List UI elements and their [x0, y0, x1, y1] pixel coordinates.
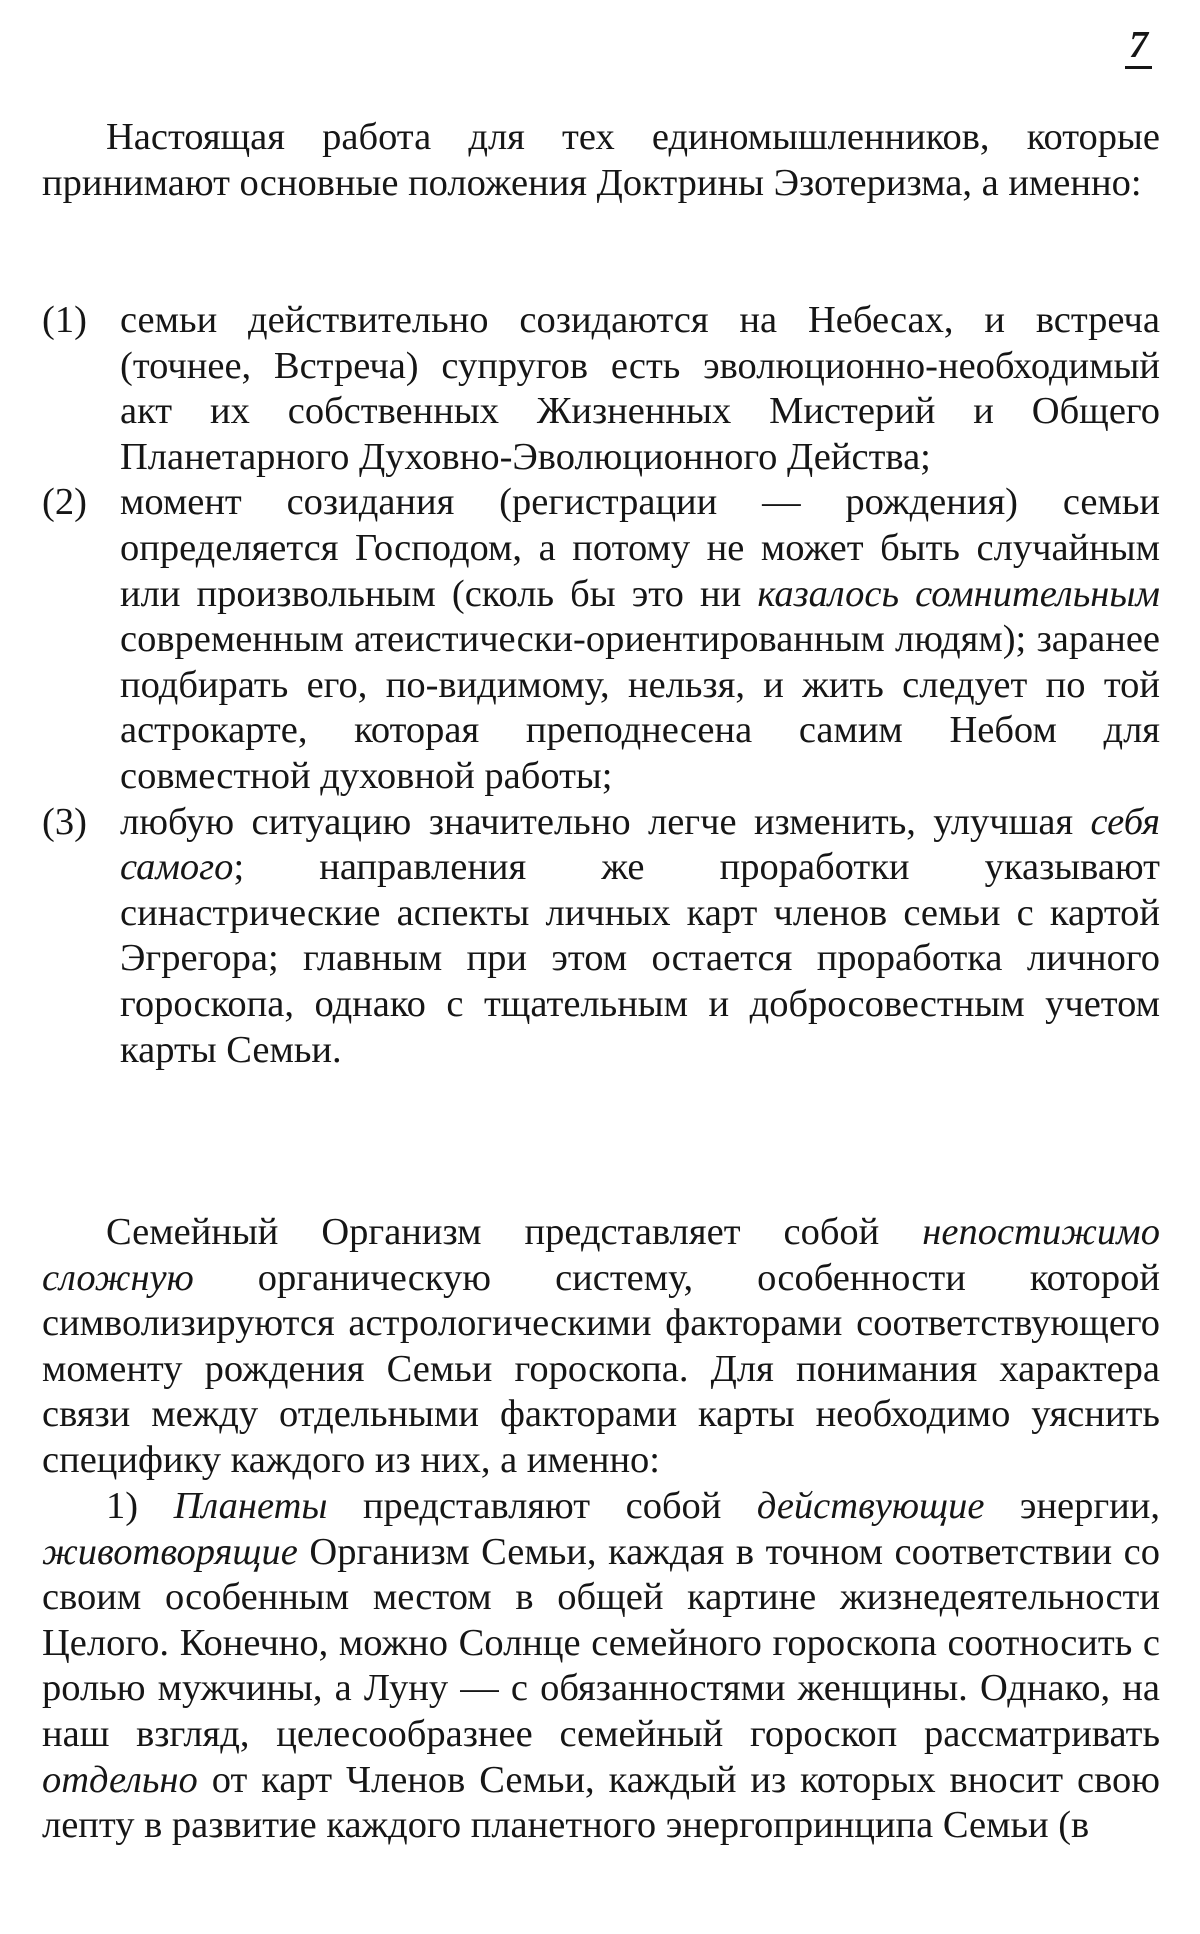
planets-paragraph: [42, 1484, 1160, 1849]
page-number: 7: [1125, 26, 1152, 69]
family-organism-paragraph: [42, 1210, 1160, 1484]
list-marker: (3): [42, 800, 87, 843]
list-item: [42, 800, 1160, 1074]
text-run: момент созидания (регистрации — рождения) семьи определяется Господом, а потому не может быть случайным или произвольным (сколь бы это ни: [120, 481, 1160, 615]
book-page: [42, 0, 1160, 1934]
text-run: от карт Членов Семьи, каждый из которых вносит свою лепту в развитие каждого планетного энергопринципа Семьи (в: [42, 1758, 1160, 1847]
text-run: 1): [106, 1485, 174, 1527]
text-run: Организм Семьи, каждая в точном соответствии со своим особенным местом в общей картине жизнедеятельности Целого. Конечно, можно Солнце семейного гороскопа соотносить с ролью мужчины, а Луну — с обязанностями женщины. Однако, на наш взгляд, целесообразнее семейный гороскоп рассматривать: [42, 1530, 1160, 1755]
italic-run: отдельно: [42, 1758, 198, 1801]
italic-run: непостижимо сложную: [42, 1211, 1160, 1299]
list-marker: (2): [42, 481, 87, 524]
text-run: современным атеистически-ориентированным людям); заранее подбирать его, по-видимому, нельзя, и жить следует по той астрокарте, которая преподнесена самим Небом для совместной духовной работы;: [120, 618, 1160, 797]
list-item: [42, 480, 1160, 799]
italic-run: животворящие: [42, 1530, 298, 1573]
list-item-text: [120, 480, 1160, 799]
intro-paragraph: Настоящая работа для тех единомышленников, которые принимают основные положения Доктрины Эзотеризма, а именно:: [42, 116, 1160, 204]
text-run: органическую систему, особенности которой символизируются астрологическими факторами соответствующего моменту рождения Семьи гороскопа. Для понимания характера связи между отдельными факторами карты необходимо уяснить специфику каждого из них, а именно:: [42, 1256, 1160, 1481]
text-run: любую ситуацию значительно легче изменить, улучшая: [120, 800, 1091, 843]
list-item-text: семьи действительно созидаются на Небесах, и встреча (точнее, Встреча) супругов есть эволюционно-необходимый акт их собственных Жизненных Мистерий и Общего Планетарного Духовно-Эволюционного Действа;: [120, 299, 1160, 478]
italic-run: казалось сомнительным: [757, 572, 1160, 615]
list-item-text: [120, 800, 1160, 1074]
text-run: энергии,: [984, 1485, 1161, 1527]
list-item: [42, 298, 1160, 480]
italic-run: действующие: [756, 1485, 985, 1527]
italic-run: себя самого: [120, 800, 1160, 889]
text-run: ; направления же проработки указывают синастрические аспекты личных карт членов семьи с картой Эгрегора; главным при этом остается проработка личного гороскопа, однако с тщательным и добросовестным учетом карты Семьи.: [120, 846, 1160, 1071]
text-run: Семейный Организм представляет собой: [106, 1211, 923, 1253]
italic-run: Планеты: [173, 1485, 328, 1527]
text-run: представляют собой: [327, 1485, 757, 1527]
doctrine-list: [42, 298, 1160, 1073]
list-marker: (1): [42, 299, 87, 341]
